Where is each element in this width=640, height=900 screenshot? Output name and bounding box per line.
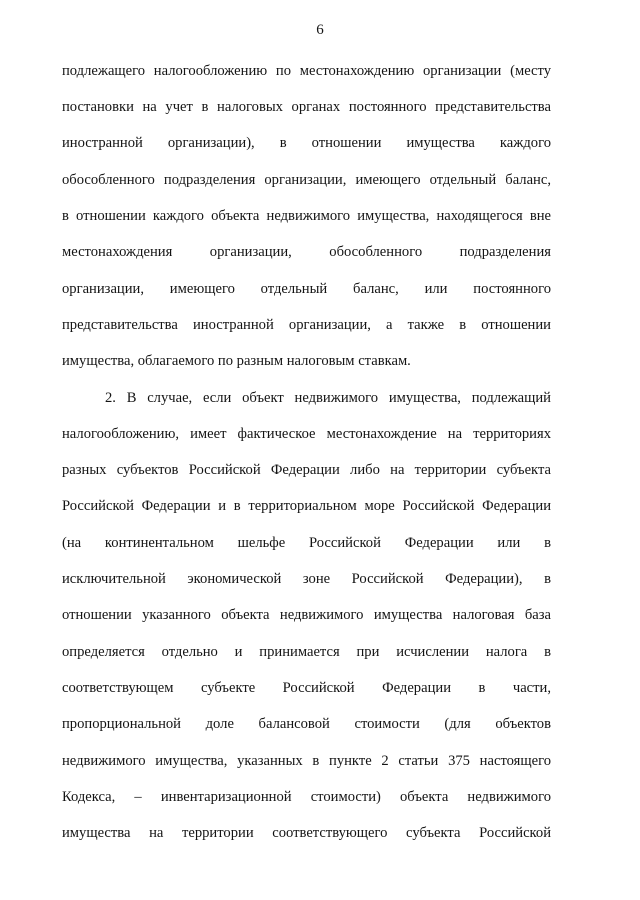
text-line: недвижимого имущества, указанных в пункте 2 статьи 375 настоящего	[62, 753, 551, 769]
text-line: налогообложению, имеет фактическое местонахождение на территориях	[62, 426, 551, 442]
text-line: местонахождения организации, обособленного подразделения	[62, 244, 551, 260]
text-line: подлежащего налогообложению по местонахождению организации (месту	[62, 63, 551, 79]
text-line: пропорциональной доле балансовой стоимости (для объектов	[62, 716, 551, 732]
text-line: представительства иностранной организации, а также в отношении	[62, 317, 551, 333]
text-line: имущества, облагаемого по разным налоговым ставкам.	[62, 353, 411, 369]
text-line: постановки на учет в налоговых органах постоянного представительства	[62, 99, 551, 115]
text-line: 2. В случае, если объект недвижимого имущества, подлежащий	[105, 390, 551, 406]
text-line: отношении указанного объекта недвижимого имущества налоговая база	[62, 607, 551, 623]
text-line: иностранной организации), в отношении имущества каждого	[62, 135, 551, 151]
text-line: исключительной экономической зоне Российской Федерации), в	[62, 571, 551, 587]
text-line: (на континентальном шельфе Российской Федерации или в	[62, 535, 551, 551]
text-line: организации, имеющего отдельный баланс, или постоянного	[62, 281, 551, 297]
text-line: обособленного подразделения организации, имеющего отдельный баланс,	[62, 172, 551, 188]
text-line: определяется отдельно и принимается при исчислении налога в	[62, 644, 551, 660]
page-number: 6	[316, 22, 324, 38]
text-line: соответствующем субъекте Российской Федерации в части,	[62, 680, 551, 696]
text-line: Кодекса, – инвентаризационной стоимости) объекта недвижимого	[62, 789, 551, 805]
text-line: Российской Федерации и в территориальном море Российской Федерации	[62, 498, 551, 514]
text-line: в отношении каждого объекта недвижимого имущества, находящегося вне	[62, 208, 551, 224]
text-line: имущества на территории соответствующего субъекта Российской	[62, 825, 551, 841]
text-line: разных субъектов Российской Федерации либо на территории субъекта	[62, 462, 551, 478]
